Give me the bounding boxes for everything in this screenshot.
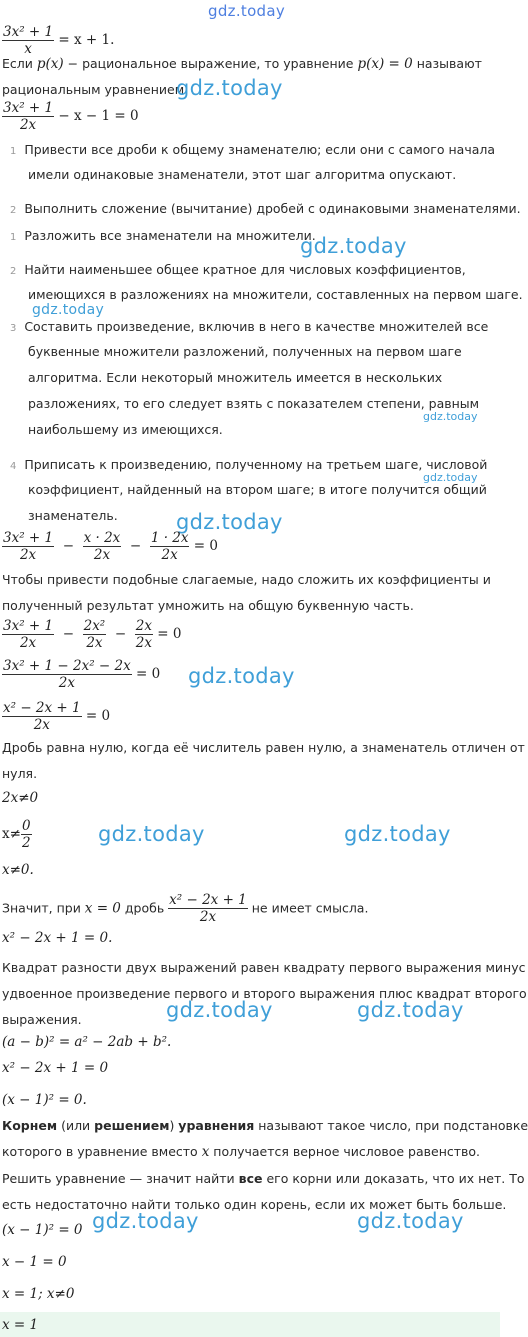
algo2-step-3-line-5: наибольшему из имеющихся. (28, 422, 223, 437)
text-similar-1: Чтобы привести подобные слагаемые, надо сложить их коэффициенты и (2, 572, 491, 587)
equation-12: x = 1; x≠0 (2, 1286, 75, 1302)
equation-7: x² − 2x + 1 = 0. (2, 930, 113, 946)
equation-9: (x − 1)² = 0. (2, 1092, 87, 1108)
algo2-step-1: 1 Разложить все знаменатели на множители. (10, 228, 316, 243)
watermark: gdz.today (357, 998, 464, 1022)
watermark-top: gdz.today (208, 2, 286, 20)
formula-square-difference: (a − b)² = a² − 2ab + b². (2, 1034, 172, 1050)
inequality-2: x≠ $\frac{0}{2}$ (2, 818, 31, 851)
watermark-small: gdz.today (423, 410, 478, 423)
root-definition-1: Корнем (или решением) уравнения называют такое число, при подстановке (2, 1118, 528, 1133)
intro-eq-rhs: = x + 1. (58, 32, 115, 48)
meaning-line: Значит, при x = 0 дробь $\frac{\text{x² − 2x + 1}}{2x}$ не имеет смысла. (2, 892, 369, 925)
algo2-step-4-line-3: знаменатель. (28, 508, 118, 523)
equation-6: $\frac{\text{x² − 2x + 1}}{2x}$ = 0 (3, 700, 111, 733)
algo2-step-4-line-2: коэффициент, найденный на втором шаге; в итоге получится общий (28, 482, 487, 497)
watermark: gdz.today (98, 822, 205, 846)
watermark: gdz.today (92, 1209, 199, 1233)
algo2-step-3-line-4: разложениях, то его следует взять с показателем степени, равным (28, 396, 480, 411)
intro-eq-denominator: x (24, 41, 32, 57)
watermark: gdz.today (188, 664, 295, 688)
algo2-step-3: 3 Составить произведение, включив в него в качестве множителей все (10, 319, 489, 334)
answer-highlight (0, 1312, 500, 1337)
intro-line-1: Если p(x) − рациональное выражение, то уравнение p(x) = 0 называют (2, 56, 482, 72)
watermark: gdz.today (166, 998, 273, 1022)
intro-line-2: рациональным уравнением. (2, 82, 189, 97)
watermark: gdz.today (176, 76, 283, 100)
intro-equation (2, 24, 114, 57)
equation-3: $\frac{\text{3x² + 1}}{2x}$ − $\frac{x \cdot 2x}{2x}$ − $\frac{1 \cdot 2x}{2x}$ = 0 (3, 530, 218, 563)
algo2-step-2: 2 Найти наименьшее общее кратное для числовых коэффициентов, (10, 262, 466, 277)
equation-4: $\frac{\text{3x² + 1}}{2x}$ − $\frac{\text{2x²}}{2x}$ − $\frac{2x}{2x}$ = 0 (3, 618, 182, 651)
solve-definition-1: Решить уравнение — значит найти все его корни или доказать, что их нет. То (2, 1171, 525, 1186)
text-zero-2: нуля. (2, 766, 38, 781)
watermark: gdz.today (176, 510, 283, 534)
watermark: gdz.today (300, 234, 407, 258)
text-square-1: Квадрат разности двух выражений равен квадрату первого выражения минус (2, 960, 526, 975)
algo2-step-3-line-3: алгоритма. Если некоторый множитель имеется в нескольких (28, 370, 443, 385)
equation-2: $\frac{\text{3x² + 1}}{2x}$ − x − 1 = 0 (3, 100, 139, 133)
algo2-step-3-line-2: буквенные множители разложений, полученных на первом шаге (28, 344, 462, 359)
inequality-3: x≠0. (2, 862, 34, 878)
text-similar-2: полученный результат умножить на общую буквенную часть. (2, 598, 414, 613)
algo1-step-1: 1 Привести все дроби к общему знаменателю; если они с самого начала (10, 142, 496, 157)
inequality-1: 2x≠0 (2, 790, 39, 806)
text-square-2: удвоенное произведение первого и второго выражения плюс квадрат второго (2, 986, 527, 1001)
root-definition-2: которого в уравнение вместо x получается верное числовое равенство. (2, 1144, 481, 1160)
text-square-3: выражения. (2, 1012, 82, 1027)
text-zero-1: Дробь равна нулю, когда её числитель равен нулю, а знаменатель отличен от (2, 740, 525, 755)
watermark: gdz.today (32, 302, 105, 318)
equation-8: x² − 2x + 1 = 0 (2, 1060, 109, 1076)
answer: x = 1 (2, 1317, 39, 1333)
watermark-small: gdz.today (423, 471, 478, 484)
equation-10: (x − 1)² = 0 (2, 1222, 83, 1238)
algo2-step-4: 4 Приписать к произведению, полученному на третьем шаге, числовой (10, 457, 488, 472)
intro-eq-numerator: 3x² + 1 (3, 24, 54, 40)
equation-11: x − 1 = 0 (2, 1254, 67, 1270)
watermark: gdz.today (357, 1209, 464, 1233)
equation-5: $\frac{\text{3x² + 1 − 2x² − 2x}}{2x}$ = 0 (3, 658, 161, 691)
watermark: gdz.today (344, 822, 451, 846)
solve-definition-2: есть недостаточно найти только один корень, если их может быть больше. (2, 1197, 507, 1212)
algo2-step-2-line-2: имеющихся в разложениях на множители, составленных на первом шаге. (28, 287, 523, 302)
algo1-step-1-line-2: имели одинаковые знаменатели, этот шаг алгоритма опускают. (28, 167, 457, 182)
algo1-step-2: 2 Выполнить сложение (вычитание) дробей с одинаковыми знаменателями. (10, 201, 521, 216)
